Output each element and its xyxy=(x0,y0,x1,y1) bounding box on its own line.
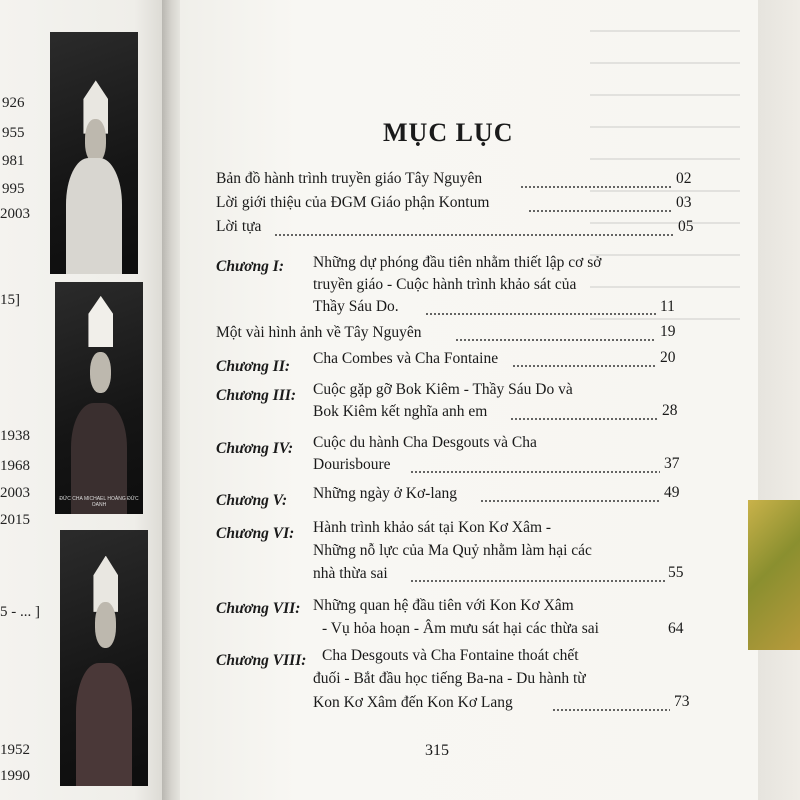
chapter-label: Chương VIII: xyxy=(216,652,307,669)
page-number: 64 xyxy=(668,620,684,637)
year-4: 995 xyxy=(2,181,25,197)
page-number: 19 xyxy=(660,323,676,340)
toc-title: MỤC LỤC xyxy=(383,118,514,147)
year-2: 955 xyxy=(2,125,25,141)
leader xyxy=(425,313,657,315)
chapter-label: Chương I: xyxy=(216,258,285,275)
year-8: 2003 xyxy=(0,485,30,501)
chapter-text: Cuộc gặp gỡ Bok Kiêm - Thầy Sáu Do và xyxy=(313,381,573,398)
portrait-bishop-1 xyxy=(50,32,138,274)
year-3: 981 xyxy=(2,153,25,169)
folio-page-number: 315 xyxy=(425,742,449,759)
chapter-label: Chương VII: xyxy=(216,600,301,617)
chapter-label: Chương V: xyxy=(216,492,288,509)
chapter-text: Hành trình khảo sát tại Kon Kơ Xâm - xyxy=(313,519,552,536)
leader xyxy=(480,500,660,502)
toc-entry-preface: Lời tựa xyxy=(216,218,262,235)
chapter-text: Dourisboure xyxy=(313,456,391,473)
toc-entry-intro: Lời giới thiệu của ĐGM Giáo phận Kontum xyxy=(216,194,490,211)
chapter-text: - Vụ hỏa hoạn - Âm mưu sát hại các thừa sai xyxy=(322,620,599,637)
chapter-text: Cha Desgouts và Cha Fontaine thoát chết xyxy=(322,647,579,664)
year-7: 1968 xyxy=(0,458,30,474)
toc-entry-map: Bản đồ hành trình truyền giáo Tây Nguyên xyxy=(216,170,483,187)
leader xyxy=(510,418,658,420)
leader xyxy=(274,234,674,236)
page-number: 37 xyxy=(664,455,680,472)
leader xyxy=(410,471,660,473)
leader xyxy=(520,186,672,188)
page-number: 11 xyxy=(660,298,675,315)
background-book xyxy=(748,500,800,650)
leader xyxy=(455,339,655,341)
chapter-text: nhà thừa sai xyxy=(313,565,388,582)
chapter-text: Cha Combes và Cha Fontaine xyxy=(313,350,499,367)
chapter-label: Chương IV: xyxy=(216,440,294,457)
chapter-text: Những ngày ở Kơ-lang xyxy=(313,485,458,502)
page-number: 20 xyxy=(660,349,676,366)
chapter-text: Những dự phóng đầu tiên nhằm thiết lập cơ sở xyxy=(313,254,602,271)
page-number: 73 xyxy=(674,693,690,710)
year-9: 2015 xyxy=(0,512,30,528)
page-number: 05 xyxy=(678,218,694,235)
chapter-label: Chương VI: xyxy=(216,525,295,542)
chapter-text: Bok Kiêm kết nghĩa anh em xyxy=(313,403,488,420)
page-edge xyxy=(758,0,800,800)
year-6: 1938 xyxy=(0,428,30,444)
year-11: 1990 xyxy=(0,768,30,784)
leader xyxy=(552,709,670,711)
bracket-mid: 15] xyxy=(0,292,20,308)
bracket-low: 5 - ... ] xyxy=(0,604,40,620)
chapter-text: đuối - Bắt đầu học tiếng Ba-na - Du hành từ xyxy=(313,670,586,687)
portrait-bishop-3 xyxy=(60,530,148,786)
year-10: 1952 xyxy=(0,742,30,758)
left-page xyxy=(0,0,168,800)
leader xyxy=(512,365,656,367)
page-number: 28 xyxy=(662,402,678,419)
page-number: 03 xyxy=(676,194,692,211)
chapter-text: Kon Kơ Xâm đến Kon Kơ Lang xyxy=(313,694,513,711)
chapter-text: Những nỗ lực của Ma Quỷ nhằm làm hại các xyxy=(313,542,592,559)
chapter-text: Thầy Sáu Do. xyxy=(313,298,399,315)
leader xyxy=(528,210,672,212)
year-5: 2003 xyxy=(0,206,30,222)
chapter-label: Chương II: xyxy=(216,358,291,375)
chapter-text: Cuộc du hành Cha Desgouts và Cha xyxy=(313,434,537,451)
chapter-text: truyền giáo - Cuộc hành trình khảo sát của xyxy=(313,276,577,293)
portrait-caption: ĐỨC CHA MICHAEL HOÀNG ĐỨC OANH xyxy=(59,496,139,508)
year-1: 926 xyxy=(2,95,25,111)
portrait-bishop-2 xyxy=(55,282,143,514)
chapter-label: Chương III: xyxy=(216,387,297,404)
chapter-text: Những quan hệ đầu tiên với Kon Kơ Xâm xyxy=(313,597,574,614)
page-number: 55 xyxy=(668,564,684,581)
leader xyxy=(410,580,666,582)
page-number: 49 xyxy=(664,484,680,501)
toc-entry-images: Một vài hình ảnh về Tây Nguyên xyxy=(216,324,422,341)
page-number: 02 xyxy=(676,170,692,187)
